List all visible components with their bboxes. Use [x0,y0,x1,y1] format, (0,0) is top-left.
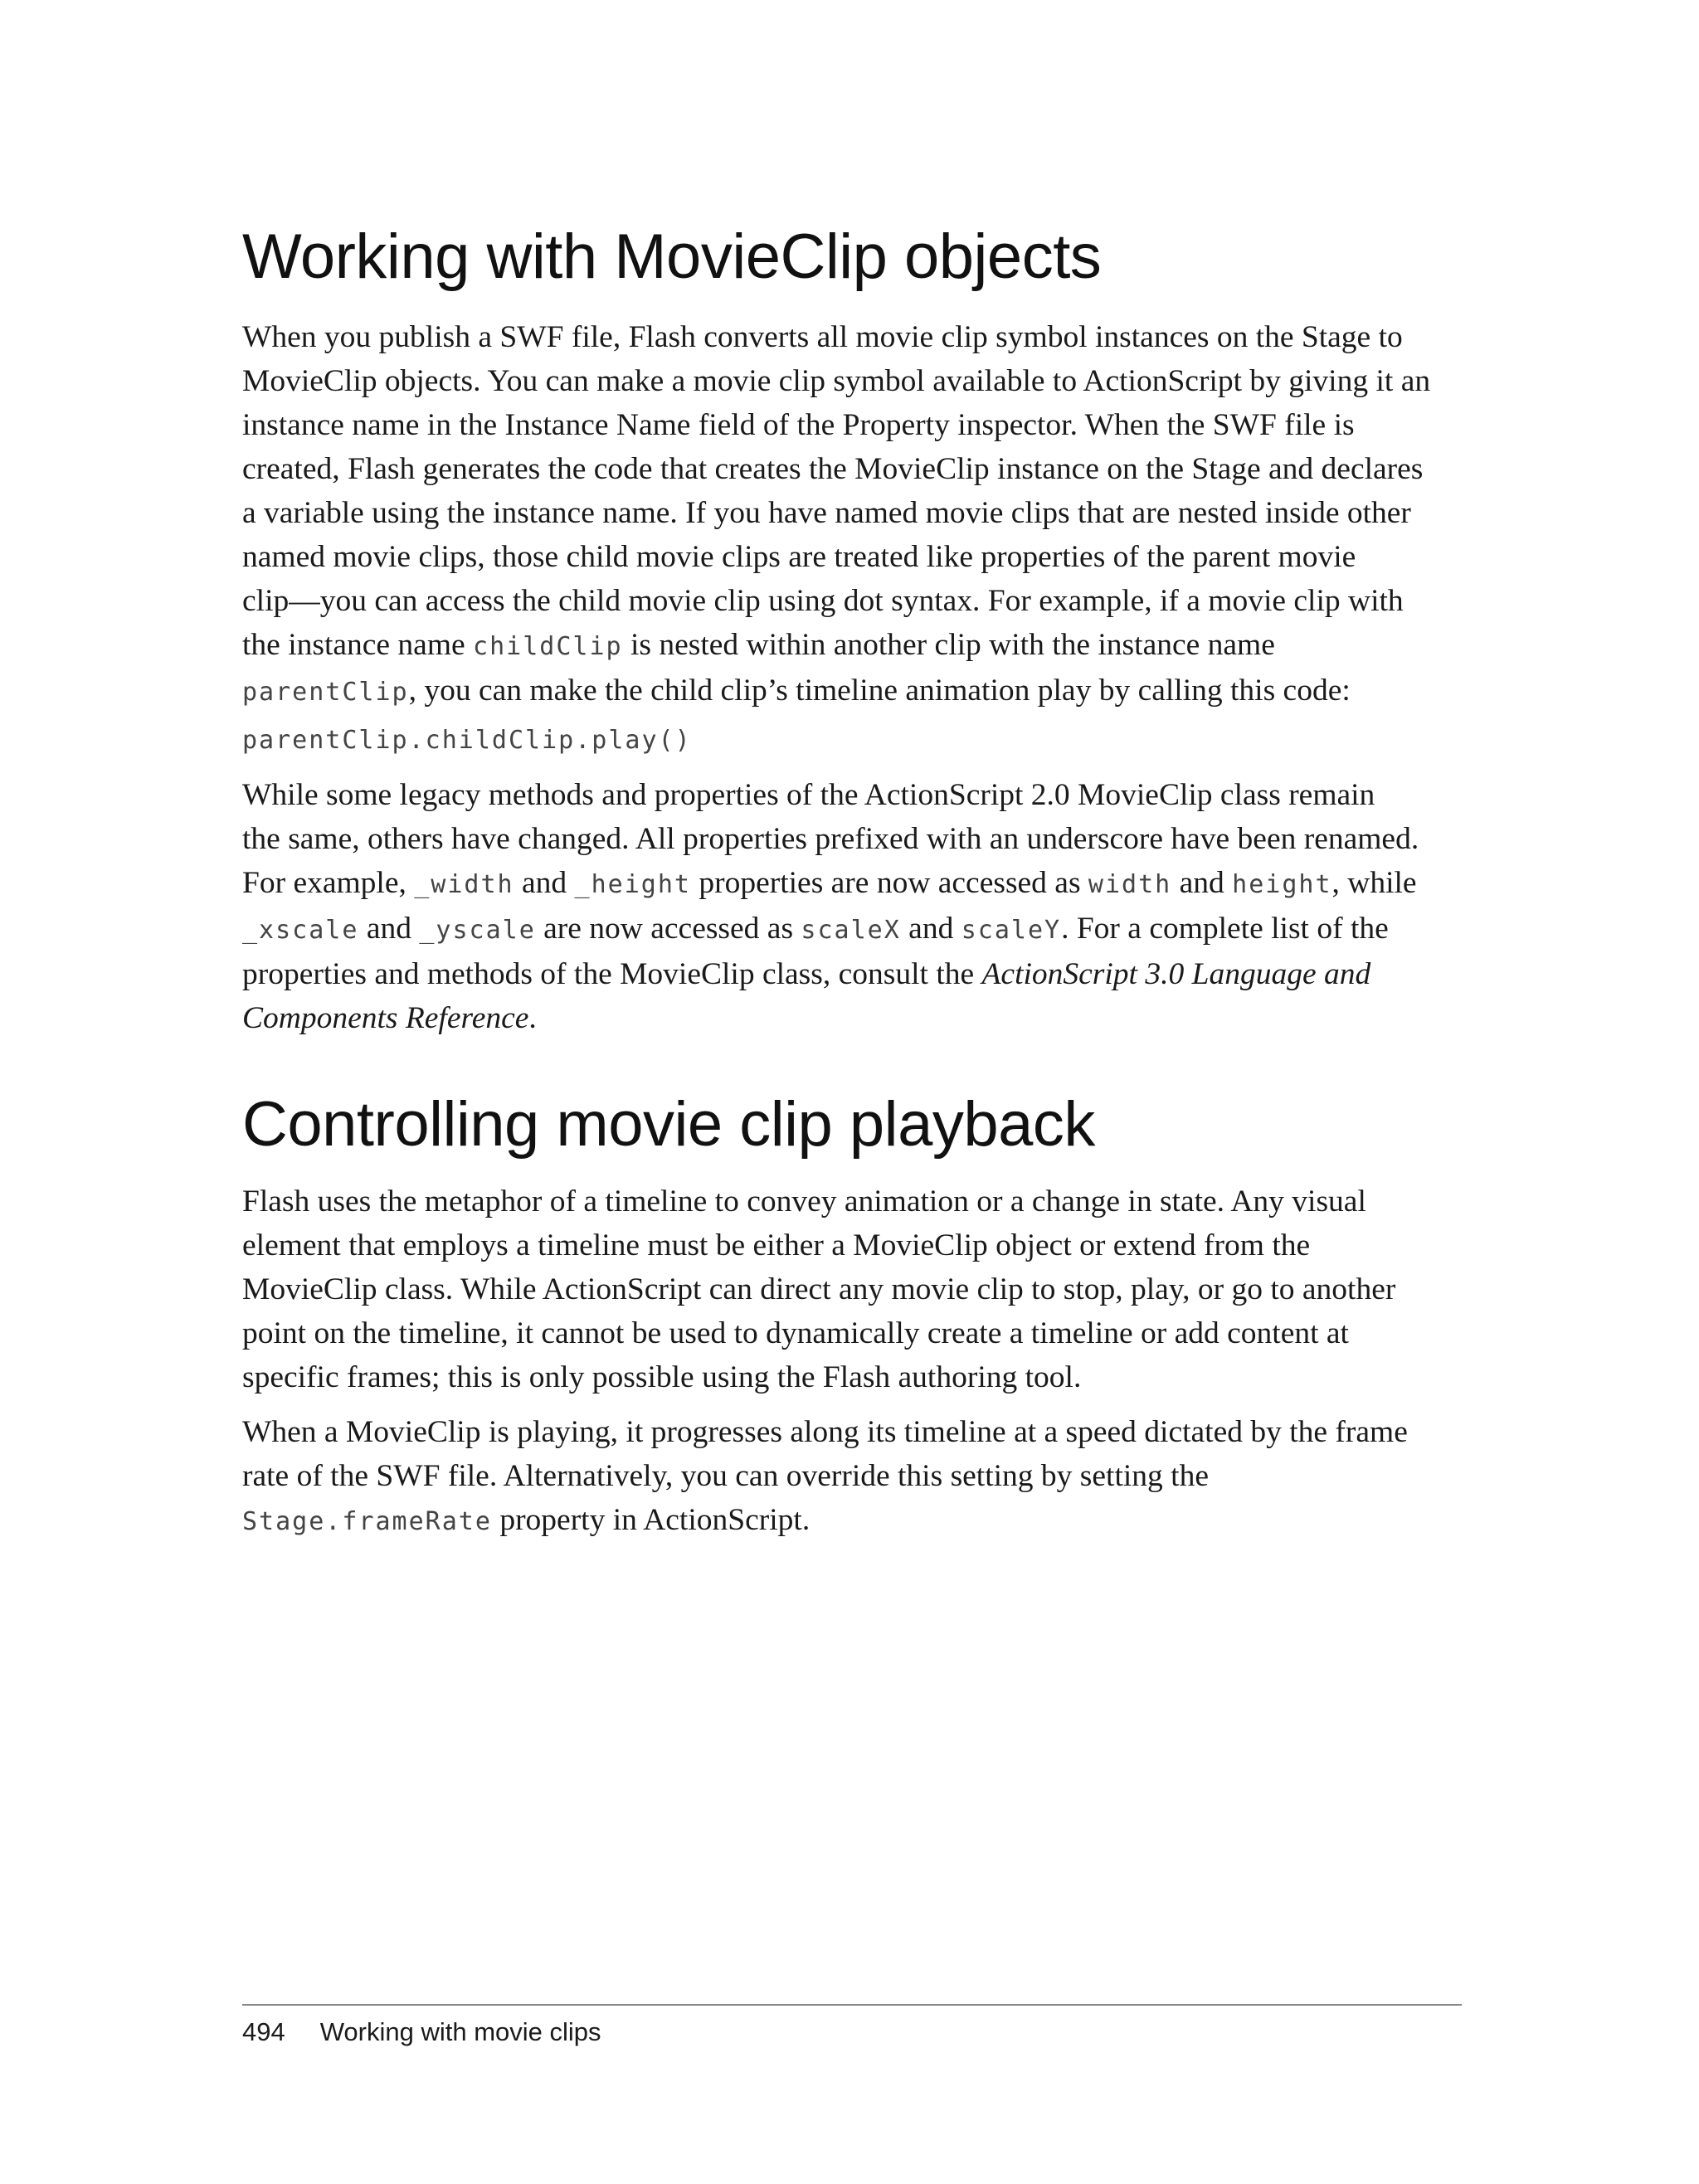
text-run: and [1171,866,1233,900]
inline-code: _height [574,870,691,899]
text-run: property in ActionScript. [491,1503,811,1537]
footer-divider [242,2004,1462,2006]
paragraph-legacy-properties [242,773,1462,1040]
text-line: While some legacy methods and properties of the ActionScript 2.0 MovieClip class remain [242,778,1375,812]
inline-code: _yscale [419,916,536,945]
text-line: clip—you can access the child movie clip using dot syntax. For example, if a movie clip with [242,584,1404,618]
text-run: and [514,866,575,900]
inline-code: Stage.frameRate [242,1507,492,1536]
text-line: named movie clips, those child movie clips are treated like properties of the parent movie [242,540,1356,574]
text-line [242,996,1462,1040]
text-line: MovieClip class. While ActionScript can direct any movie clip to stop, play, or go to another [242,1272,1396,1306]
text-run: . [528,1001,537,1035]
paragraph-frame-rate [242,1410,1462,1544]
paragraph-timeline-metaphor [242,1180,1462,1399]
text-line: a variable using the instance name. If you have named movie clips that are nested inside other [242,496,1411,530]
text-line [242,669,1462,714]
text-line: the same, others have changed. All properties prefixed with an underscore have been renamed. [242,822,1419,856]
text-run: For example, [242,866,415,900]
text-line [242,1498,1462,1544]
text-line: When a MovieClip is playing, it progresses along its timeline at a speed dictated by the frame [242,1415,1408,1449]
inline-code: _width [414,870,514,899]
text-run: are now accessed as [535,912,801,946]
text-line: created, Flash generates the code that creates the MovieClip instance on the Stage and declares [242,452,1424,486]
document-page [242,0,1462,2184]
text-run: is nested within another clip with the instance name [622,628,1275,662]
text-line [242,952,1462,996]
text-line: point on the timeline, it cannot be used to dynamically create a timeline or add content at [242,1316,1349,1350]
paragraph-movieclip-objects [242,315,1462,714]
section-heading-movieclip-objects: Working with MovieClip objects [242,221,1102,292]
chapter-title: Working with movie clips [319,2017,601,2046]
book-title: ActionScript 3.0 Language and [981,957,1371,991]
inline-code: _xscale [242,916,359,945]
inline-code: scaleY [961,916,1062,945]
text-line: specific frames; this is only possible using the Flash authoring tool. [242,1360,1082,1394]
inline-code: scaleX [801,916,901,945]
text-run: , while [1331,866,1417,900]
section-heading-playback: Controlling movie clip playback [242,1089,1095,1160]
inline-code: width [1088,870,1172,899]
text-line: element that employs a timeline must be either a MovieClip object or extend from the [242,1228,1311,1262]
text-line: instance name in the Instance Name field of the Property inspector. When the SWF file is [242,408,1355,442]
book-title: Components Reference [242,1001,529,1035]
code-block: parentClip.childClip.play() [242,726,692,755]
text-run: , you can make the child clip’s timeline animation play by calling this code: [408,674,1351,708]
page-footer [242,2017,601,2047]
text-line: When you publish a SWF file, Flash converts all movie clip symbol instances on the Stage to [242,320,1403,354]
text-run: and [358,912,420,946]
inline-code: childClip [473,632,623,661]
text-line: MovieClip objects. You can make a movie clip symbol available to ActionScript by giving it an [242,364,1431,398]
text-run: properties and methods of the MovieClip class, consult the [242,957,982,991]
text-line [242,623,1462,669]
text-line [242,861,1462,907]
page-number: 494 [242,2017,285,2046]
text-line: rate of the SWF file. Alternatively, you can override this setting by setting the [242,1459,1209,1493]
inline-code: height [1232,870,1332,899]
text-run: properties are now accessed as [690,866,1088,900]
text-run: and [900,912,961,946]
text-line [242,907,1462,952]
text-line: Flash uses the metaphor of a timeline to convey animation or a change in state. Any visual [242,1184,1366,1218]
inline-code: parentClip [242,678,409,707]
text-run: . For a complete list of the [1061,912,1389,946]
text-run: the instance name [242,628,474,662]
